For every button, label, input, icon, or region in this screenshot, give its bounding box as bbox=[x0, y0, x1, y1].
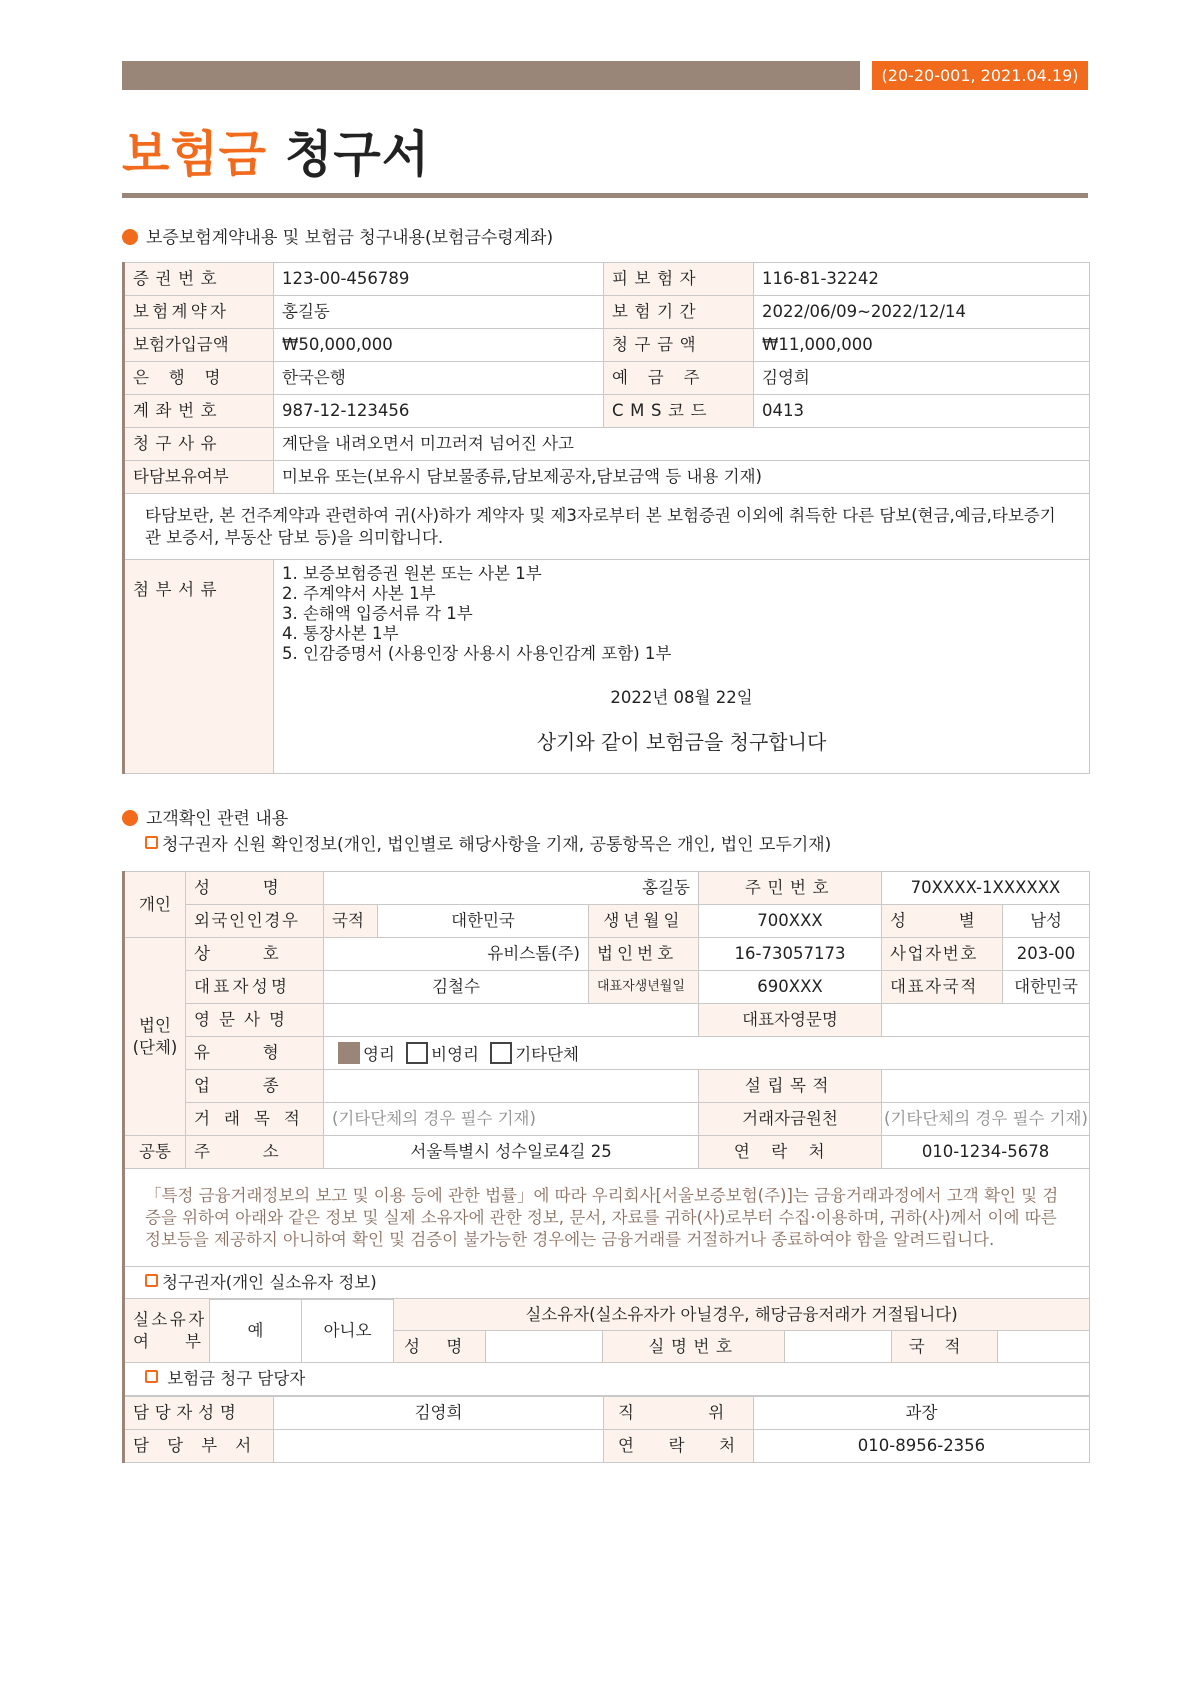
name-value[interactable]: 홍길동 bbox=[324, 872, 699, 905]
claim-date[interactable]: 2022년 08월 22일 bbox=[610, 688, 753, 707]
business-value[interactable] bbox=[324, 1070, 699, 1103]
biz-no-value[interactable]: 203-00 bbox=[1003, 938, 1090, 971]
header-bar bbox=[122, 61, 860, 90]
nationality-value[interactable]: 대한민국 bbox=[378, 905, 589, 938]
contractor-label: 보험계약자 bbox=[124, 296, 274, 329]
manager-table bbox=[122, 1396, 1090, 1463]
trade-purpose-label: 거래목적 bbox=[186, 1103, 324, 1136]
claim-amount-label: 청구금액 bbox=[604, 329, 754, 362]
reason-label: 청구사유 bbox=[124, 428, 274, 461]
address-label: 주소 bbox=[186, 1136, 324, 1169]
checkbox-other-org[interactable] bbox=[490, 1042, 512, 1064]
square-bullet-icon bbox=[145, 1274, 158, 1287]
nationality-label: 국적 bbox=[324, 905, 378, 938]
policy-no-value[interactable]: 123-00-456789 bbox=[274, 263, 604, 296]
doc-number-badge: (20-20-001, 2021.04.19) bbox=[872, 61, 1088, 90]
type-option-label: 비영리 bbox=[431, 1044, 479, 1064]
holder-value[interactable]: 김영희 bbox=[754, 362, 1090, 395]
birth-value[interactable]: 700XXX bbox=[699, 905, 882, 938]
group-individual: 개인 bbox=[124, 872, 186, 938]
gender-value[interactable]: 남성 bbox=[1003, 905, 1090, 938]
corp-no-label: 법인번호 bbox=[589, 938, 699, 971]
account-label: 계좌번호 bbox=[124, 395, 274, 428]
group-common: 공통 bbox=[124, 1136, 186, 1169]
trade-purpose-placeholder[interactable]: (기타단체의 경우 필수 기재) bbox=[324, 1103, 699, 1136]
owner-heading bbox=[124, 1267, 1090, 1300]
reason-value[interactable]: 계단을 내려오면서 미끄러져 넘어진 사고 bbox=[274, 428, 1090, 461]
owner-q-line2 bbox=[133, 1331, 201, 1353]
eng-name-label: 영문사명 bbox=[186, 1004, 324, 1037]
other-collateral-value[interactable]: 미보유 또는(보유시 담보물종류,담보제공자,담보금액 등 내용 기재) bbox=[274, 461, 1090, 494]
owner-q-no-char: 부 bbox=[185, 1331, 201, 1351]
owner-q-line1: 실소유자 bbox=[133, 1309, 207, 1329]
rep-birth-value[interactable]: 690XXX bbox=[699, 971, 882, 1004]
period-label: 보험기간 bbox=[604, 296, 754, 329]
corp-no-value[interactable]: 16-73057173 bbox=[699, 938, 882, 971]
type-option-label: 기타단체 bbox=[515, 1044, 579, 1064]
rep-birth-label: 대표자생년월일 bbox=[589, 971, 699, 1004]
birth-label: 생년월일 bbox=[589, 905, 699, 938]
checkbox-for-profit[interactable] bbox=[338, 1042, 360, 1064]
square-bullet-icon bbox=[145, 836, 158, 849]
mgr-contact-label: 연락처 bbox=[604, 1430, 754, 1463]
law-notice: 「특정 금융거래정보의 보고 및 이용 등에 관한 법률」에 따라 우리회사[서울보증보험(주)]는 금융거래과정에서 고객 확인 및 검증을 위하여 아래와 같은 정보 및 실제 소유자에 관한 정보, 문서, 자료를 귀하(사)로부터 수집·이용하며, 귀하(사)께서 이에 따른 정보등을 제공하지 아니하여 확인 및 검증이 불가능한 경우에는 금융거래를 거절하거나 종료하여야 함을 알려드립니다. bbox=[124, 1169, 1090, 1267]
mgr-title-label: 직위 bbox=[604, 1397, 754, 1430]
type-options bbox=[324, 1037, 1090, 1070]
purpose-value[interactable] bbox=[882, 1070, 1090, 1103]
type-option-label: 영리 bbox=[363, 1044, 395, 1064]
mgr-name-label: 담당자성명 bbox=[124, 1397, 274, 1430]
attachment-item: 1. 보증보험증권 원본 또는 사본 1부 bbox=[282, 564, 542, 583]
period-value[interactable]: 2022/06/09~2022/12/14 bbox=[754, 296, 1090, 329]
attachment-item: 5. 인감증명서 (사용인장 사용시 사용인감계 포함) 1부 bbox=[282, 644, 672, 663]
rep-nation-value[interactable]: 대한민국 bbox=[1003, 971, 1090, 1004]
collateral-note: 타담보란, 본 건주계약과 관련하여 귀(사)하가 계약자 및 제3자로부터 본 보험증권 이외에 취득한 다른 담보(현금,예금,타보증기관 보증서, 부동산 담보 등)을 의미합니다. bbox=[124, 494, 1090, 560]
mgr-dept-label: 담당부서 bbox=[124, 1430, 274, 1463]
cms-value[interactable]: 0413 bbox=[754, 395, 1090, 428]
rrn-label: 주민번호 bbox=[699, 872, 882, 905]
page-title bbox=[122, 122, 430, 188]
manager-heading bbox=[124, 1363, 1090, 1396]
contact-value[interactable]: 010-1234-5678 bbox=[882, 1136, 1090, 1169]
bullet-dot-icon bbox=[122, 229, 138, 245]
contractor-value[interactable]: 홍길동 bbox=[274, 296, 604, 329]
foreigner-label: 외국인인경우 bbox=[186, 905, 324, 938]
rep-nation-label: 대표자국적 bbox=[882, 971, 1003, 1004]
purpose-label: 설립목적 bbox=[699, 1070, 882, 1103]
mgr-dept-value[interactable] bbox=[274, 1430, 604, 1463]
owner-nation-label: 국적 bbox=[892, 1331, 998, 1363]
owner-warning: 실소유자(실소유자가 아닐경우, 해당금융저래가 거절됩니다) bbox=[394, 1299, 1090, 1331]
policy-no-label: 증권번호 bbox=[124, 263, 274, 296]
closing-statement: 상기와 같이 보험금을 청구합니다 bbox=[536, 730, 827, 754]
type-label: 유형 bbox=[186, 1037, 324, 1070]
owner-nation-value[interactable] bbox=[998, 1331, 1090, 1363]
attachment-item: 3. 손해액 입증서류 각 1부 bbox=[282, 604, 473, 623]
owner-table bbox=[122, 1298, 1090, 1396]
holder-label: 예금주 bbox=[604, 362, 754, 395]
title-divider bbox=[122, 193, 1088, 198]
section2-heading-text: 고객확인 관련 내용 bbox=[146, 809, 289, 829]
biz-no-label: 사업자번호 bbox=[882, 938, 1003, 971]
owner-question bbox=[124, 1299, 210, 1363]
rep-name-label: 대표자성명 bbox=[186, 971, 324, 1004]
gender-label: 성별 bbox=[882, 905, 1003, 938]
bank-value[interactable]: 한국은행 bbox=[274, 362, 604, 395]
insured-label: 피보험자 bbox=[604, 263, 754, 296]
rep-name-value[interactable]: 김철수 bbox=[324, 971, 589, 1004]
sum-label: 보험가입금액 bbox=[124, 329, 274, 362]
customer-id-table bbox=[122, 871, 1090, 1300]
fund-source-label: 거래자금원천 bbox=[699, 1103, 882, 1136]
mgr-contact-value[interactable]: 010-8956-2356 bbox=[754, 1430, 1090, 1463]
rep-eng-value[interactable] bbox=[882, 1004, 1090, 1037]
contract-table bbox=[122, 262, 1090, 774]
group-corp-line2: (단체) bbox=[132, 1037, 178, 1057]
group-corp-line1: 법인 bbox=[139, 1015, 171, 1035]
owner-name-value[interactable] bbox=[486, 1331, 603, 1363]
section2-heading bbox=[122, 807, 288, 831]
account-value[interactable]: 987-12-123456 bbox=[274, 395, 604, 428]
mgr-name-value[interactable]: 김영희 bbox=[274, 1397, 604, 1430]
bank-label: 은행명 bbox=[124, 362, 274, 395]
section1-heading bbox=[122, 226, 553, 250]
claim-amount-value[interactable]: ₩11,000,000 bbox=[754, 329, 1090, 362]
eng-name-value[interactable] bbox=[324, 1004, 699, 1037]
attachment-item: 2. 주계약서 사본 1부 bbox=[282, 584, 436, 603]
section2-subheading-text: 청구권자 신원 확인정보(개인, 법인별로 해당사항을 기재, 공통항목은 개인, 법인 모두기재) bbox=[162, 835, 832, 855]
cms-label: CMS코드 bbox=[604, 395, 754, 428]
name-label: 성명 bbox=[186, 872, 324, 905]
square-bullet-icon bbox=[145, 1370, 158, 1383]
section2-subheading bbox=[145, 833, 831, 857]
bullet-dot-icon bbox=[122, 810, 138, 826]
rep-eng-label: 대표자영문명 bbox=[699, 1004, 882, 1037]
contact-label: 연락처 bbox=[699, 1136, 882, 1169]
other-collateral-label: 타담보유여부 bbox=[124, 461, 274, 494]
title-rest: 청구서 bbox=[285, 126, 431, 183]
owner-heading-text: 청구권자(개인 실소유자 정보) bbox=[162, 1273, 377, 1292]
insured-value[interactable]: 116-81-32242 bbox=[754, 263, 1090, 296]
company-label: 상호 bbox=[186, 938, 324, 971]
checkbox-non-profit[interactable] bbox=[406, 1042, 428, 1064]
section1-heading-text: 보증보험계약내용 및 보험금 청구내용(보험금수령계좌) bbox=[146, 228, 554, 248]
attachments-cell bbox=[274, 560, 1090, 774]
group-corporation bbox=[124, 938, 186, 1136]
title-highlight: 보험금 bbox=[122, 126, 268, 183]
rrn-value[interactable]: 70XXXX-1XXXXXX bbox=[882, 872, 1090, 905]
attachment-item: 4. 통장사본 1부 bbox=[282, 624, 399, 643]
business-label: 업종 bbox=[186, 1070, 324, 1103]
attach-label: 첨부서류 bbox=[124, 560, 274, 774]
fund-source-placeholder[interactable]: (기타단체의 경우 필수 기재) bbox=[882, 1103, 1090, 1136]
owner-idno-label: 실명번호 bbox=[603, 1331, 785, 1363]
address-value[interactable]: 서울특별시 성수일로4길 25 bbox=[324, 1136, 699, 1169]
owner-name-label: 성명 bbox=[394, 1331, 486, 1363]
mgr-title-value[interactable]: 과장 bbox=[754, 1397, 1090, 1430]
owner-idno-value[interactable] bbox=[785, 1331, 892, 1363]
owner-q-yes-char: 여 bbox=[133, 1331, 149, 1351]
owner-yes-option[interactable]: 예 bbox=[210, 1299, 302, 1363]
manager-heading-text: 보험금 청구 담당자 bbox=[167, 1369, 306, 1388]
sum-value[interactable]: ₩50,000,000 bbox=[274, 329, 604, 362]
owner-no-option[interactable]: 아니오 bbox=[302, 1299, 394, 1363]
company-value[interactable]: 유비스톰(주) bbox=[324, 938, 589, 971]
